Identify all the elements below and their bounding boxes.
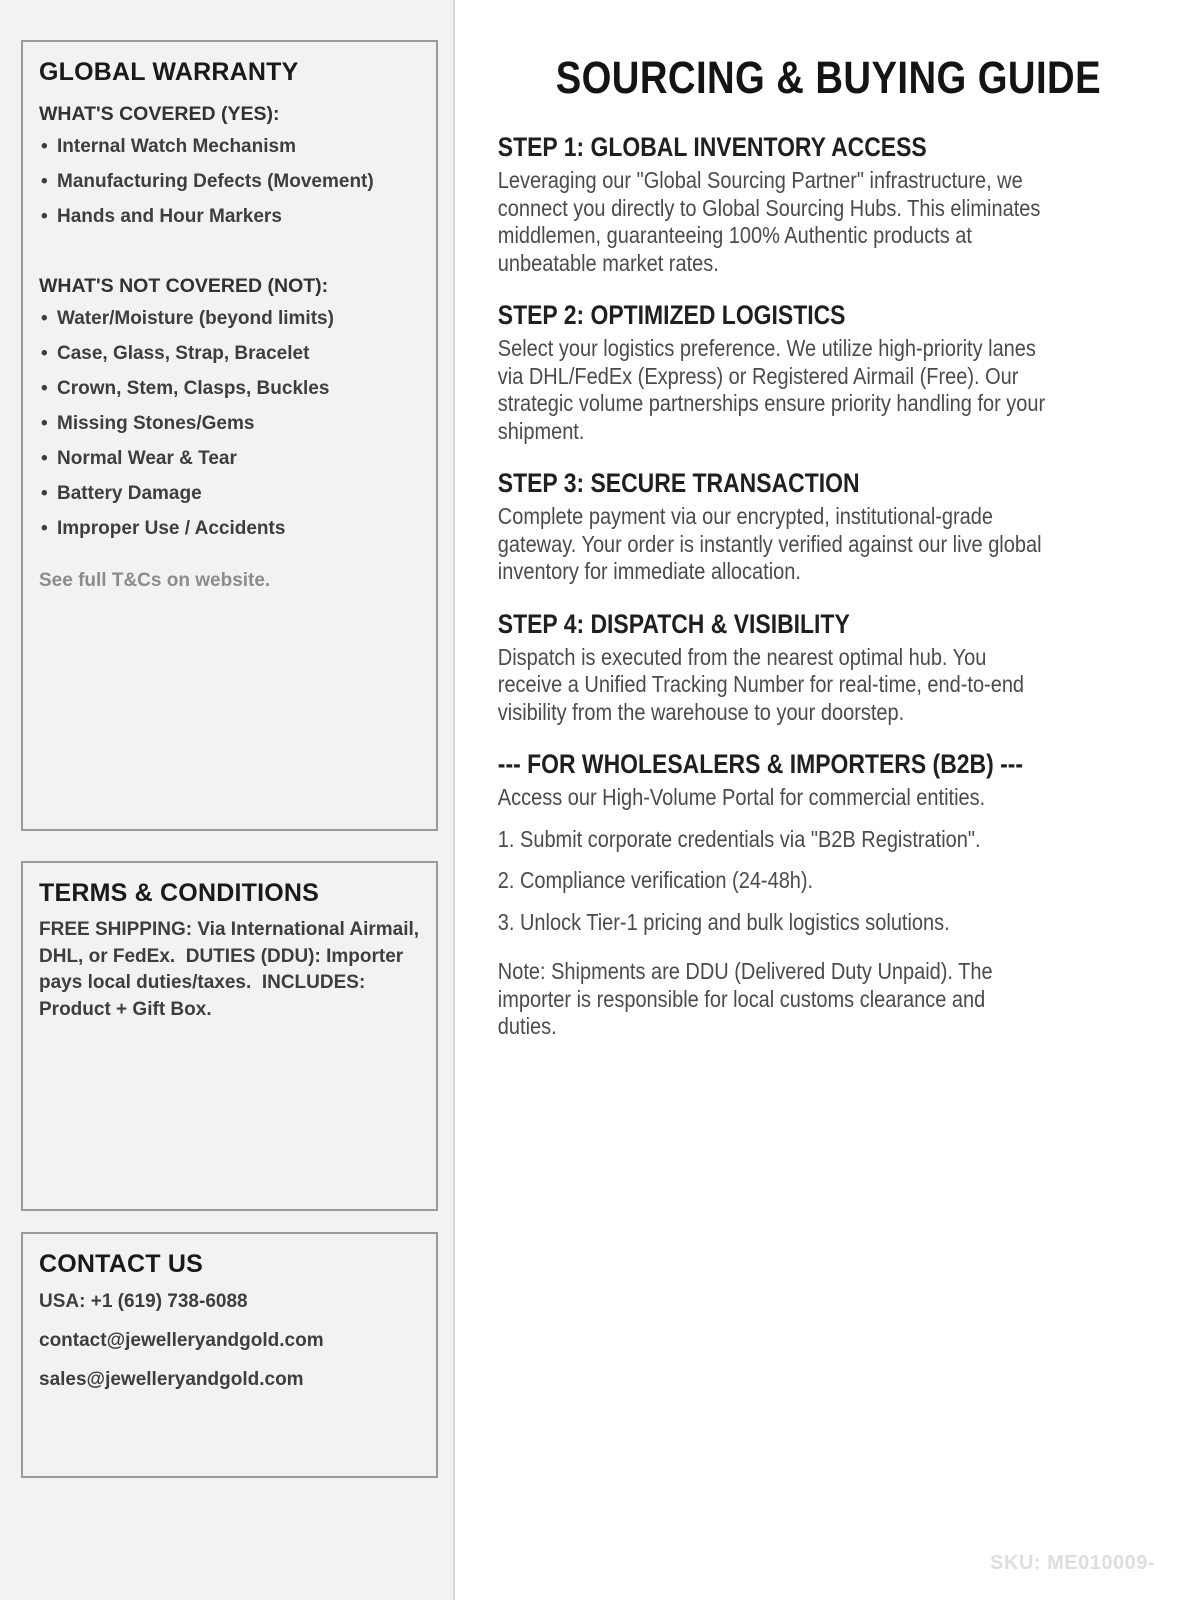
list-item: • Normal Wear & Tear xyxy=(39,448,420,470)
list-item: • Hands and Hour Markers xyxy=(39,206,420,228)
step-4-heading: STEP 4: DISPATCH & VISIBILITY xyxy=(497,608,850,639)
guide-body xyxy=(457,52,1200,1041)
list-item: • Manufacturing Defects (Movement) xyxy=(39,171,420,193)
step-2-body: Select your logistics preference. We utilize high-priority lanes via DHL/FedEx (Express) or Registered Airmail (Free). Our strategic volume partnerships ensure priority handling for your shipment. xyxy=(497,335,1051,444)
contact-email-sales: sales@jewelleryandgold.com xyxy=(39,1369,304,1390)
terms-panel xyxy=(21,861,438,1211)
warranty-footnote: See full T&Cs on website. xyxy=(39,570,271,591)
main-content xyxy=(457,0,1200,1600)
sku-label: SKU: ME010009- xyxy=(990,1552,1155,1574)
b2b-item-1: 1. Submit corporate credentials via "B2B Registration". xyxy=(497,825,981,852)
contact-phone: USA: +1 (619) 738-6088 xyxy=(39,1291,248,1312)
step-4-section xyxy=(457,608,1200,727)
step-2-section xyxy=(457,299,1200,445)
not-covered-heading: WHAT'S NOT COVERED (NOT): xyxy=(39,275,329,297)
warranty-panel xyxy=(21,40,438,831)
b2b-item-3: 3. Unlock Tier-1 pricing and bulk logistics solutions. xyxy=(497,908,950,935)
contact-panel xyxy=(21,1232,438,1478)
step-2-heading: STEP 2: OPTIMIZED LOGISTICS xyxy=(497,300,846,330)
step-3-body: Complete payment via our encrypted, institutional-grade gateway. Your order is instantly verified against our live global inventory for immediate allocation. xyxy=(497,503,1048,584)
list-item: • Missing Stones/Gems xyxy=(39,413,420,435)
list-item: • Crown, Stem, Clasps, Buckles xyxy=(39,378,420,400)
covered-list xyxy=(39,136,420,228)
step-3-section xyxy=(457,467,1200,586)
list-item: • Water/Moisture (beyond limits) xyxy=(39,308,420,330)
list-item: • Case, Glass, Strap, Bracelet xyxy=(39,343,420,365)
covered-heading: WHAT'S COVERED (YES): xyxy=(39,103,280,125)
warranty-title: GLOBAL WARRANTY xyxy=(39,58,299,86)
not-covered-list xyxy=(39,308,420,540)
step-4-body: Dispatch is executed from the nearest optimal hub. You receive a Unified Tracking Number for real-time, end-to-end visibility from the warehouse to your doorstep. xyxy=(497,643,1030,725)
step-3-heading: STEP 3: SECURE TRANSACTION xyxy=(497,468,860,498)
b2b-section xyxy=(457,748,1200,1041)
terms-body: FREE SHIPPING: Via International Airmail, DHL, or FedEx. DUTIES (DDU): Importer pays local duties/taxes. INCLUDES: Product + Gift Box. xyxy=(39,919,425,1020)
b2b-intro: Access our High-Volume Portal for commercial entities. xyxy=(497,784,986,810)
terms-title: TERMS & CONDITIONS xyxy=(39,879,319,907)
list-item: • Improper Use / Accidents xyxy=(39,518,420,540)
contact-title: CONTACT US xyxy=(39,1250,204,1278)
step-1-section xyxy=(457,131,1200,277)
list-item: • Internal Watch Mechanism xyxy=(39,136,420,158)
step-1-body: Leveraging our "Global Sourcing Partner" infrastructure, we connect you directly to Global Sourcing Hubs. This eliminates middlemen, guaranteeing 100% Authentic products at unbeatable market rates. xyxy=(497,167,1046,276)
b2b-heading: --- FOR WHOLESALERS & IMPORTERS (B2B) --- xyxy=(497,749,1024,779)
list-item: • Battery Damage xyxy=(39,483,420,505)
b2b-item-2: 2. Compliance verification (24-48h). xyxy=(497,867,814,893)
page-title: SOURCING & BUYING GUIDE xyxy=(555,52,1102,103)
sidebar xyxy=(0,0,455,1600)
b2b-note: Note: Shipments are DDU (Delivered Duty Unpaid). The importer is responsible for local customs clearance and duties. xyxy=(497,958,999,1039)
step-1-heading: STEP 1: GLOBAL INVENTORY ACCESS xyxy=(497,132,927,162)
contact-email-primary: contact@jewelleryandgold.com xyxy=(39,1330,324,1351)
